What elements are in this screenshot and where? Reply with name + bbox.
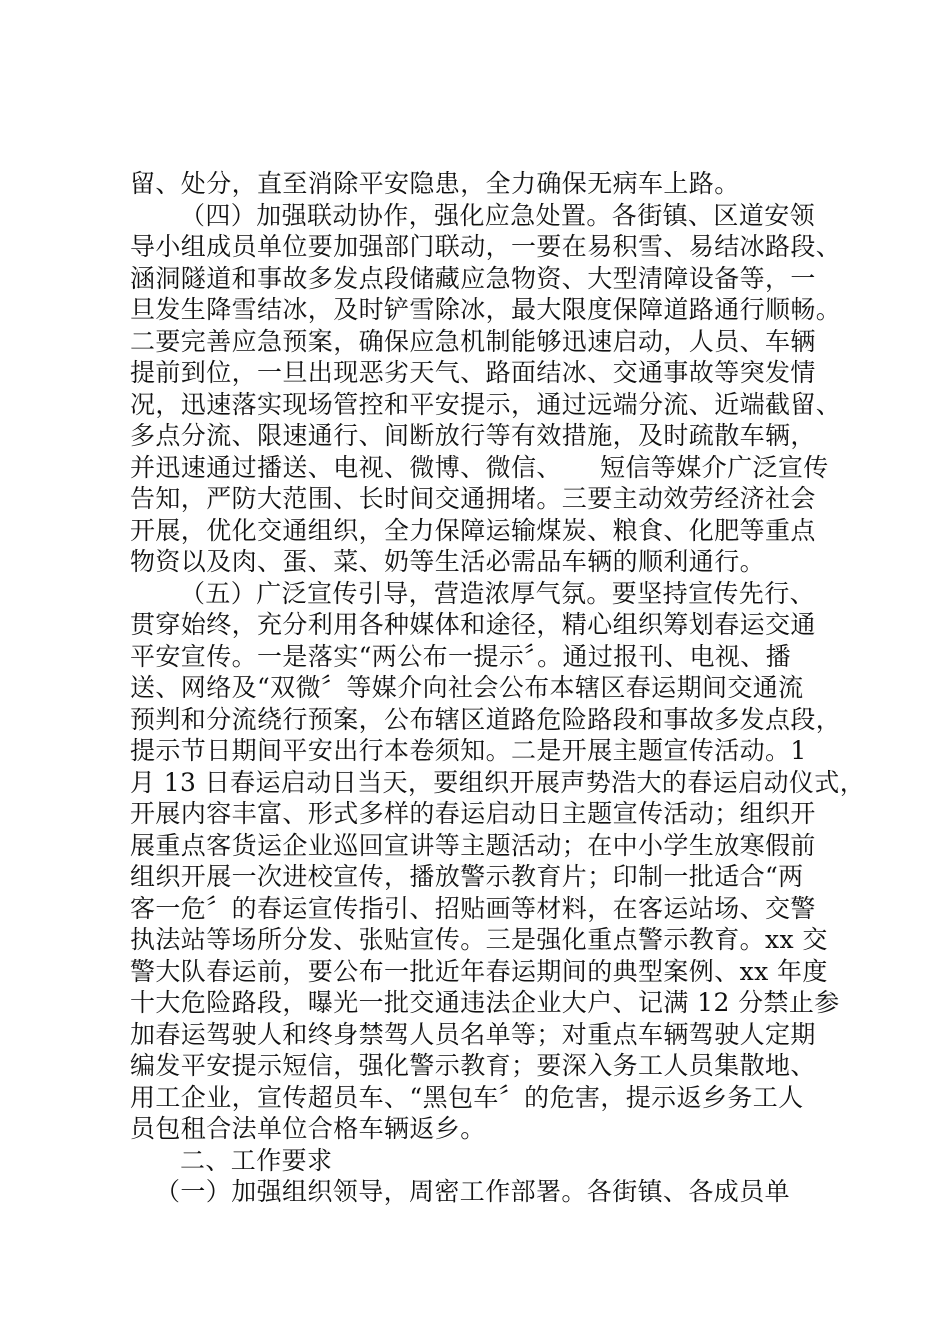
text-line: 展重点客货运企业巡回宣讲等主题活动；在中小学生放寒假前 — [130, 830, 816, 860]
text-line: （四）加强联动协作，强化应急处置。各街镇、区道安领 — [180, 200, 816, 230]
text-line: 十大危险路段，曝光一批交通违法企业大户、记满 12 分禁止参 — [130, 988, 840, 1017]
text-line: 月 13 日春运启动日当天，要组织开展声势浩大的春运启动仪式， — [130, 767, 866, 797]
text-line: 二、工作要求 — [180, 1145, 333, 1175]
text-line: 客一危〞的春运宣传指引、招贴画等材料，在客运站场、交警 — [130, 893, 816, 923]
text-line: 员包租合法单位合格车辆返乡。 — [130, 1114, 486, 1143]
text-line: 告知，严防大范围、长时间交通拥堵。三要主动效劳经济社会 — [130, 484, 816, 513]
text-line: 旦发生降雪结冰，及时铲雪除冰，最大限度保障道路通行顺畅。 — [130, 295, 842, 324]
text-line: 编发平安提示短信，强化警示教育；要深入务工人员集散地、 — [130, 1051, 816, 1080]
text-line: 开展，优化交通组织，全力保障运输煤炭、粮食、化肥等重点 — [130, 515, 816, 545]
text-line: 警大队春运前，要公布一批近年春运期间的典型案例、xx 年度 — [130, 956, 828, 986]
text-line: 执法站等场所分发、张贴宣传。三是强化重点警示教育。xx 交 — [130, 925, 828, 954]
text-line: 物资以及肉、蛋、菜、奶等生活必需品车辆的顺利通行。 — [130, 547, 766, 576]
text-line: 多点分流、限速通行、间断放行等有效措施，及时疏散车辆， — [130, 421, 816, 450]
text-line: 送、网络及“双微〞等媒介向社会公布本辖区春运期间交通流 — [130, 673, 804, 702]
text-line: 留、处分，直至消除平安隐患，全力确保无病车上路。 — [130, 169, 740, 198]
text-line: 并迅速通过播送、电视、微博、微信、 短信等媒介广泛宣传 — [130, 452, 829, 482]
text-line: 贯穿始终，充分利用各种媒体和途径，精心组织筹划春运交通 — [130, 610, 816, 639]
text-line: 提示节日期间平安出行本卷须知。二是开展主题宣传活动。1 — [130, 736, 807, 765]
text-line: 平安宣传。一是落实“两公布一提示〞。通过报刊、电视、播 — [130, 641, 792, 671]
text-line: 涵洞隧道和事故多发点段储藏应急物资、大型清障设备等，一 — [130, 263, 816, 293]
text-line: 提前到位，一旦出现恶劣天气、路面结冰、交通事故等突发情 — [130, 358, 816, 387]
text-line: 组织开展一次进校宣传，播放警示教育片；印制一批适合“两 — [130, 862, 804, 891]
text-line: 用工企业，宣传超员车、“黑包车〞的危害，提示返乡务工人 — [130, 1082, 804, 1112]
document-body — [130, 168, 866, 1208]
text-line: 预判和分流绕行预案，公布辖区道路危险路段和事故多发点段， — [130, 704, 842, 734]
text-line: （一）加强组织领导，周密工作部署。各街镇、各成员单 — [155, 1177, 791, 1206]
text-line: 二要完善应急预案，确保应急机制能够迅速启动，人员、车辆 — [130, 326, 816, 356]
text-line: 导小组成员单位要加强部门联动，一要在易积雪、易结冰路段、 — [130, 232, 842, 261]
text-line: 加春运驾驶人和终身禁驾人员名单等；对重点车辆驾驶人定期 — [130, 1019, 816, 1049]
text-line: （五）广泛宣传引导，营造浓厚气氛。要坚持宣传先行、 — [180, 578, 816, 608]
text-line: 况，迅速落实现场管控和平安提示，通过远端分流、近端截留、 — [130, 389, 842, 419]
text-line: 开展内容丰富、形式多样的春运启动日主题宣传活动；组织开 — [130, 799, 816, 828]
